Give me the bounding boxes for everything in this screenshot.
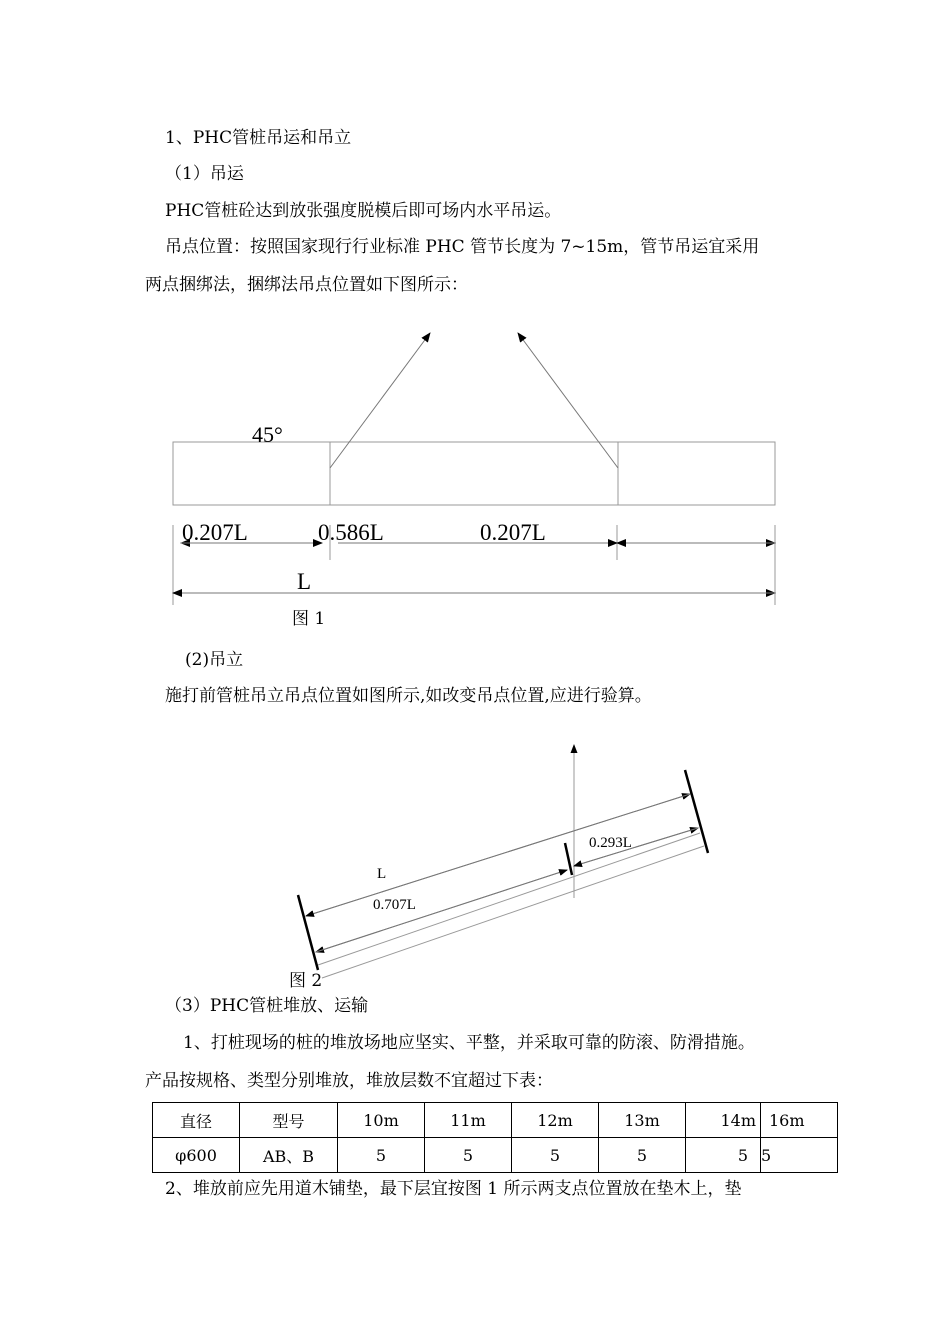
- table-header-cell: 14m: [686, 1103, 761, 1138]
- paragraph-3: 施打前管桩吊立吊点位置如图所示,如改变吊点位置,应进行验算。: [165, 686, 652, 706]
- paragraph-4-line-2: 产品按规格、类型分别堆放，堆放层数不宜超过下表：: [145, 1071, 553, 1091]
- table-cell: 5: [761, 1138, 838, 1173]
- table-cell: 5: [599, 1138, 686, 1173]
- figure-2-caption: 图 2: [289, 971, 323, 991]
- paragraph-5: 2、堆放前应先用道木铺垫，最下层宜按图 1 所示两支点位置放在垫木上，垫: [165, 1179, 742, 1199]
- table-header-cell: 型号: [240, 1103, 338, 1138]
- table-header-cell: 13m: [599, 1103, 686, 1138]
- dim-line-0707-b: [316, 870, 567, 952]
- table-header-cell: 12m: [512, 1103, 599, 1138]
- dim-label-1: 0.207L: [182, 520, 248, 545]
- paragraph-1: PHC管桩砼达到放张强度脱模后即可场内水平吊运。: [165, 201, 562, 221]
- paragraph-4-line-1: 1、打桩现场的桩的堆放场地应坚实、平整，并采取可靠的防滚、防滑措施。: [183, 1033, 755, 1053]
- table-row: [153, 1138, 838, 1173]
- table-cell: 5: [512, 1138, 599, 1173]
- dim-label-L: L: [377, 866, 387, 882]
- dim-line-L-b: [306, 794, 690, 916]
- table-header-cell: 16m: [761, 1103, 838, 1138]
- table-cell: φ600: [153, 1138, 240, 1173]
- dim-label-3: 0.207L: [480, 520, 546, 545]
- paragraph-2-line-1: 吊点位置：按照国家现行行业标准 PHC 管节长度为 7~15m，管节吊运宜采用: [165, 237, 760, 257]
- stacking-table: [152, 1102, 838, 1173]
- section-heading: 1、PHC管桩吊运和吊立: [165, 128, 352, 148]
- table-cell: 5: [425, 1138, 512, 1173]
- dim-label-0707: 0.707L: [373, 897, 416, 913]
- table-header-cell: 10m: [338, 1103, 425, 1138]
- pile-end-bottom: [298, 895, 318, 970]
- table-header-row: [153, 1103, 838, 1138]
- table-header-cell: 11m: [425, 1103, 512, 1138]
- dim-label-2: 0.586L: [318, 520, 384, 545]
- pile-end-top: [685, 770, 708, 853]
- figure-1-caption: 图 1: [292, 609, 326, 629]
- table-cell: AB、B: [240, 1138, 338, 1173]
- table-cell: 5: [338, 1138, 425, 1173]
- angle-label: 45°: [252, 422, 283, 447]
- total-label: L: [297, 569, 312, 594]
- subheading-erecting: (2)吊立: [185, 650, 244, 670]
- table-header-cell: 直径: [153, 1103, 240, 1138]
- subheading-stacking: （3）PHC管桩堆放、运输: [165, 996, 369, 1016]
- subheading-hoisting: （1）吊运: [165, 164, 244, 184]
- dim-label-0293: 0.293L: [589, 835, 632, 851]
- paragraph-2-line-2: 两点捆绑法，捆绑法吊点位置如下图所示：: [145, 275, 468, 295]
- table-cell: 5: [686, 1138, 761, 1173]
